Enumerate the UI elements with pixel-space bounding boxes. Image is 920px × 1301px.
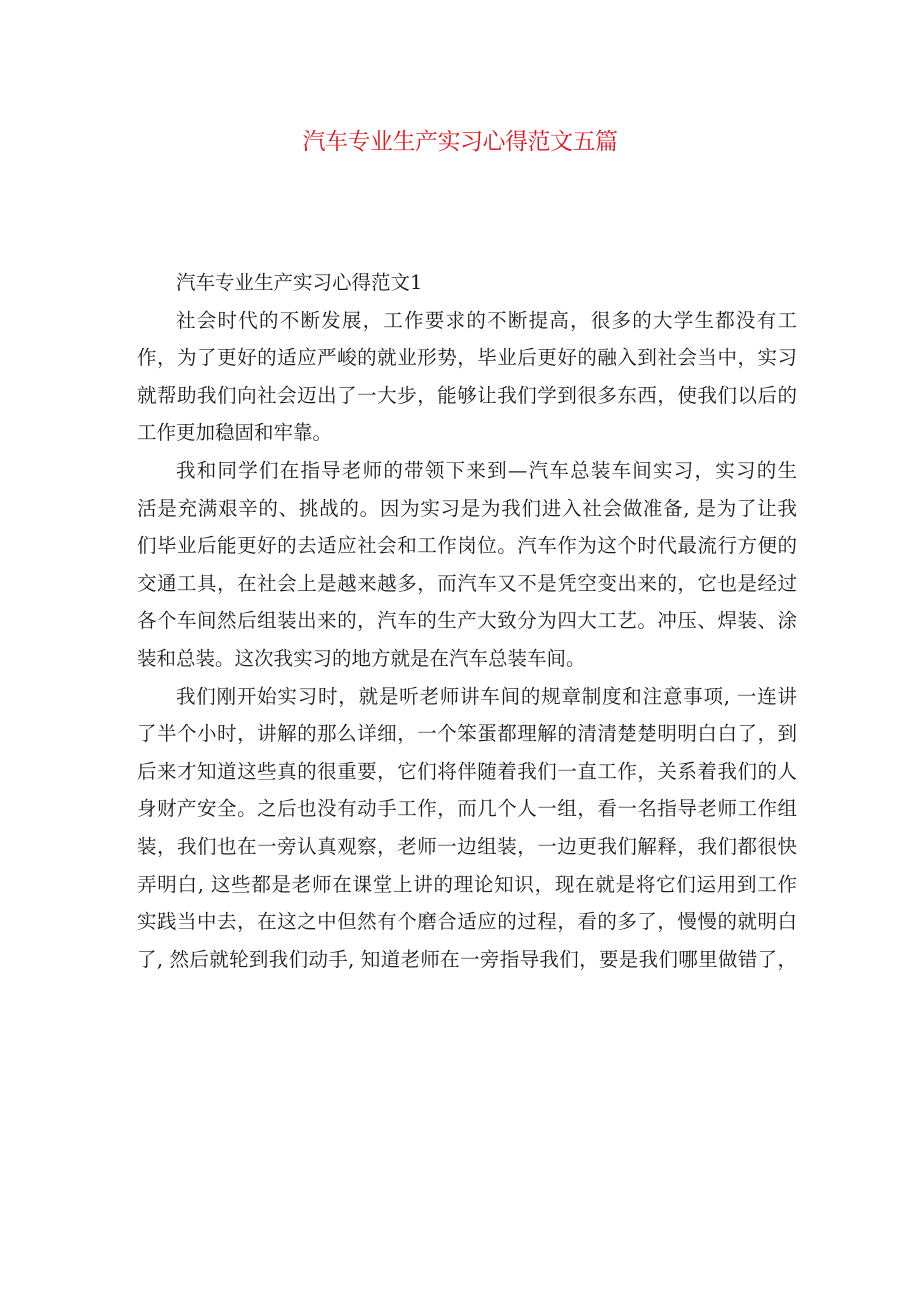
section-heading: 汽车专业生产实习心得范文1 (176, 271, 423, 294)
paragraph-3 (137, 678, 797, 979)
paragraph-line: 交通工具，在社会上是越来越多，而汽车又不是凭空变出来的，它也是经过 (137, 571, 797, 595)
paragraph-line: 装，我们也在一旁认真观察，老师一边组装，一边更我们解释，我们都很快 (137, 834, 797, 858)
paragraph-line: 实践当中去，在这之中但然有个磨合适应的过程，看的多了，慢慢的就明白 (137, 910, 797, 934)
paragraph-line: 工作更加稳固和牢靠。 (137, 421, 333, 445)
paragraph-line: 各个车间然后组装出来的，汽车的生产大致分为四大工艺。冲压、焊装、涂 (137, 609, 797, 633)
paragraph-line: 了, 然后就轮到我们动手, 知道老师在一旁指导我们，要是我们哪里做错了， (137, 947, 797, 971)
paragraph-line: 身财产安全。之后也没有动手工作，而几个人一组，看一名指导老师工作组 (137, 797, 797, 821)
paragraph-line: 活是充满艰辛的、挑战的。因为实习是为我们进入社会做准备, 是为了让我 (137, 496, 797, 520)
paragraph-line: 们毕业后能更好的去适应社会和工作岗位。汽车作为这个时代最流行方便的 (137, 534, 797, 558)
paragraph-line: 弄明白, 这些都是老师在课堂上讲的理论知识，现在就是将它们运用到工作 (137, 872, 797, 896)
paragraph-line: 装和总装。这次我实习的地方就是在汽车总装车间。 (137, 646, 586, 670)
page-title: 汽车专业生产实习心得范文五篇 (302, 129, 618, 155)
paragraph-2 (137, 452, 797, 678)
document-body (137, 264, 797, 978)
paragraph-line: 了半个小时，讲解的那么详细，一个笨蛋都理解的清清楚楚明明白白了，到 (137, 722, 797, 746)
paragraph-line: 作，为了更好的适应严峻的就业形势，毕业后更好的融入到社会当中，实习 (137, 346, 797, 370)
paragraph-line: 我们刚开始实习时，就是听老师讲车间的规章制度和注意事项, 一连讲 (176, 684, 797, 708)
paragraph-line: 我和同学们在指导老师的带领下来到—汽车总装车间实习，实习的生 (176, 458, 797, 482)
paragraph-line: 社会时代的不断发展，工作要求的不断提高，很多的大学生都没有工 (176, 308, 797, 332)
paragraph-1 (137, 302, 797, 452)
paragraph-line: 就帮助我们向社会迈出了一大步，能够让我们学到很多东西，使我们以后的 (137, 383, 797, 407)
paragraph-line: 后来才知道这些真的很重要，它们将伴随着我们一直工作，关系着我们的人 (137, 759, 797, 783)
